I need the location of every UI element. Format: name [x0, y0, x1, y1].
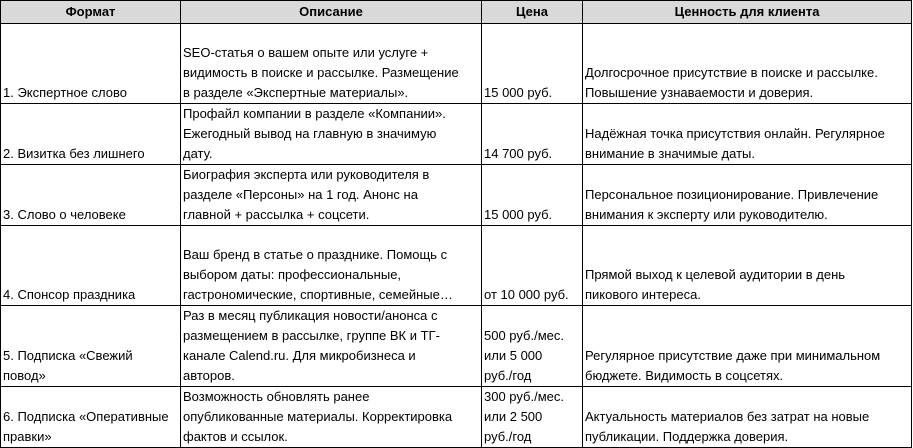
cell-line: 1. Экспертное слово: [3, 85, 128, 100]
cell-line: или 5 000: [484, 348, 543, 363]
cell-line: SEO-статья о вашем опыте или услуге +: [183, 45, 429, 60]
cell-line: 2. Визитка без лишнего: [3, 146, 145, 161]
cell-line: видимость в поиске и рассылке. Размещение: [183, 65, 459, 80]
value-cell: [583, 387, 912, 448]
value-cell: [583, 226, 912, 306]
table-body: [1, 24, 912, 448]
cell-line: Актуальность материалов без затрат на новые: [585, 409, 870, 424]
description-cell: [181, 226, 482, 306]
price-cell: [482, 165, 583, 226]
cell-line: 6. Подписка «Оперативные: [3, 409, 169, 424]
price-cell: [482, 306, 583, 387]
cell-line: Возможность обновлять ранее: [183, 389, 370, 404]
header-value: Ценность для клиента: [583, 1, 912, 24]
cell-line: размещением в рассылке, группе ВК и ТГ-: [183, 328, 440, 343]
cell-line: от 10 000 руб.: [484, 287, 569, 302]
description-cell: [181, 104, 482, 165]
cell-line: пикового интереса.: [585, 287, 701, 302]
cell-line: 15 000 руб.: [484, 85, 553, 100]
cell-line: повод»: [3, 368, 46, 383]
cell-line: правки»: [3, 429, 52, 444]
cell-line: 300 руб./мес.: [484, 389, 564, 404]
cell-line: Профайл компании в разделе «Компании».: [183, 106, 446, 121]
description-cell: [181, 387, 482, 448]
cell-line: 3. Слово о человеке: [3, 207, 126, 222]
table-row: [1, 24, 912, 104]
cell-line: 500 руб./мес.: [484, 328, 564, 343]
cell-line: гастрономические, спортивные, семейные…: [183, 287, 453, 302]
format-cell: [1, 104, 181, 165]
table-row: [1, 165, 912, 226]
table-row: [1, 306, 912, 387]
cell-line: выбором даты: профессиональные,: [183, 267, 402, 282]
cell-line: Регулярное присутствие даже при минимальном: [585, 348, 881, 363]
description-cell: [181, 306, 482, 387]
table-row: [1, 104, 912, 165]
header-row: [1, 1, 912, 24]
cell-line: Надёжная точка присутствия онлайн. Регулярное: [585, 126, 885, 141]
cell-line: опубликованные материалы. Корректировка: [183, 409, 453, 424]
cell-line: Персональное позиционирование. Привлечение: [585, 187, 879, 202]
cell-line: или 2 500: [484, 409, 543, 424]
price-cell: [482, 104, 583, 165]
cell-line: 4. Спонсор праздника: [3, 287, 136, 302]
cell-line: 15 000 руб.: [484, 207, 553, 222]
cell-line: руб./год: [484, 368, 532, 383]
price-cell: [482, 226, 583, 306]
price-cell: [482, 24, 583, 104]
format-cell: [1, 165, 181, 226]
cell-line: Прямой выход к целевой аудитории в день: [585, 267, 846, 282]
cell-line: Повышение узнаваемости и доверия.: [585, 85, 814, 100]
cell-line: авторов.: [183, 368, 235, 383]
header-format: Формат: [1, 1, 181, 24]
cell-line: 14 700 руб.: [484, 146, 553, 161]
cell-line: Раз в месяц публикация новости/анонса с: [183, 308, 438, 323]
header-description: Описание: [181, 1, 482, 24]
cell-line: бюджете. Видимость в соцсетях.: [585, 368, 784, 383]
format-cell: [1, 24, 181, 104]
format-cell: [1, 226, 181, 306]
cell-line: Биография эксперта или руководителя в: [183, 167, 430, 182]
cell-line: публикации. Поддержка доверия.: [585, 429, 789, 444]
description-cell: [181, 24, 482, 104]
value-cell: [583, 24, 912, 104]
cell-line: Долгосрочное присутствие в поиске и рассылке.: [585, 65, 878, 80]
header-price: Цена: [482, 1, 583, 24]
cell-line: в разделе «Экспертные материалы».: [183, 85, 409, 100]
table-row: [1, 226, 912, 306]
cell-line: фактов и ссылок.: [183, 429, 288, 444]
format-cell: [1, 387, 181, 448]
cell-line: внимания к эксперту или руководителю.: [585, 207, 828, 222]
table-row: [1, 387, 912, 448]
cell-line: Ежегодный вывод на главную в значимую: [183, 126, 437, 141]
cell-line: главной + рассылка + соцсети.: [183, 207, 370, 222]
value-cell: [583, 104, 912, 165]
value-cell: [583, 306, 912, 387]
cell-line: канале Calend.ru. Для микробизнеса и: [183, 348, 416, 363]
description-cell: [181, 165, 482, 226]
cell-line: дату.: [183, 146, 213, 161]
cell-line: внимание в значимые даты.: [585, 146, 755, 161]
value-cell: [583, 165, 912, 226]
price-cell: [482, 387, 583, 448]
cell-line: 5. Подписка «Свежий: [3, 348, 133, 363]
format-cell: [1, 306, 181, 387]
cell-line: руб./год: [484, 429, 532, 444]
cell-line: разделе «Персоны» на 1 год. Анонс на: [183, 187, 418, 202]
cell-line: Ваш бренд в статье о празднике. Помощь с: [183, 247, 448, 262]
